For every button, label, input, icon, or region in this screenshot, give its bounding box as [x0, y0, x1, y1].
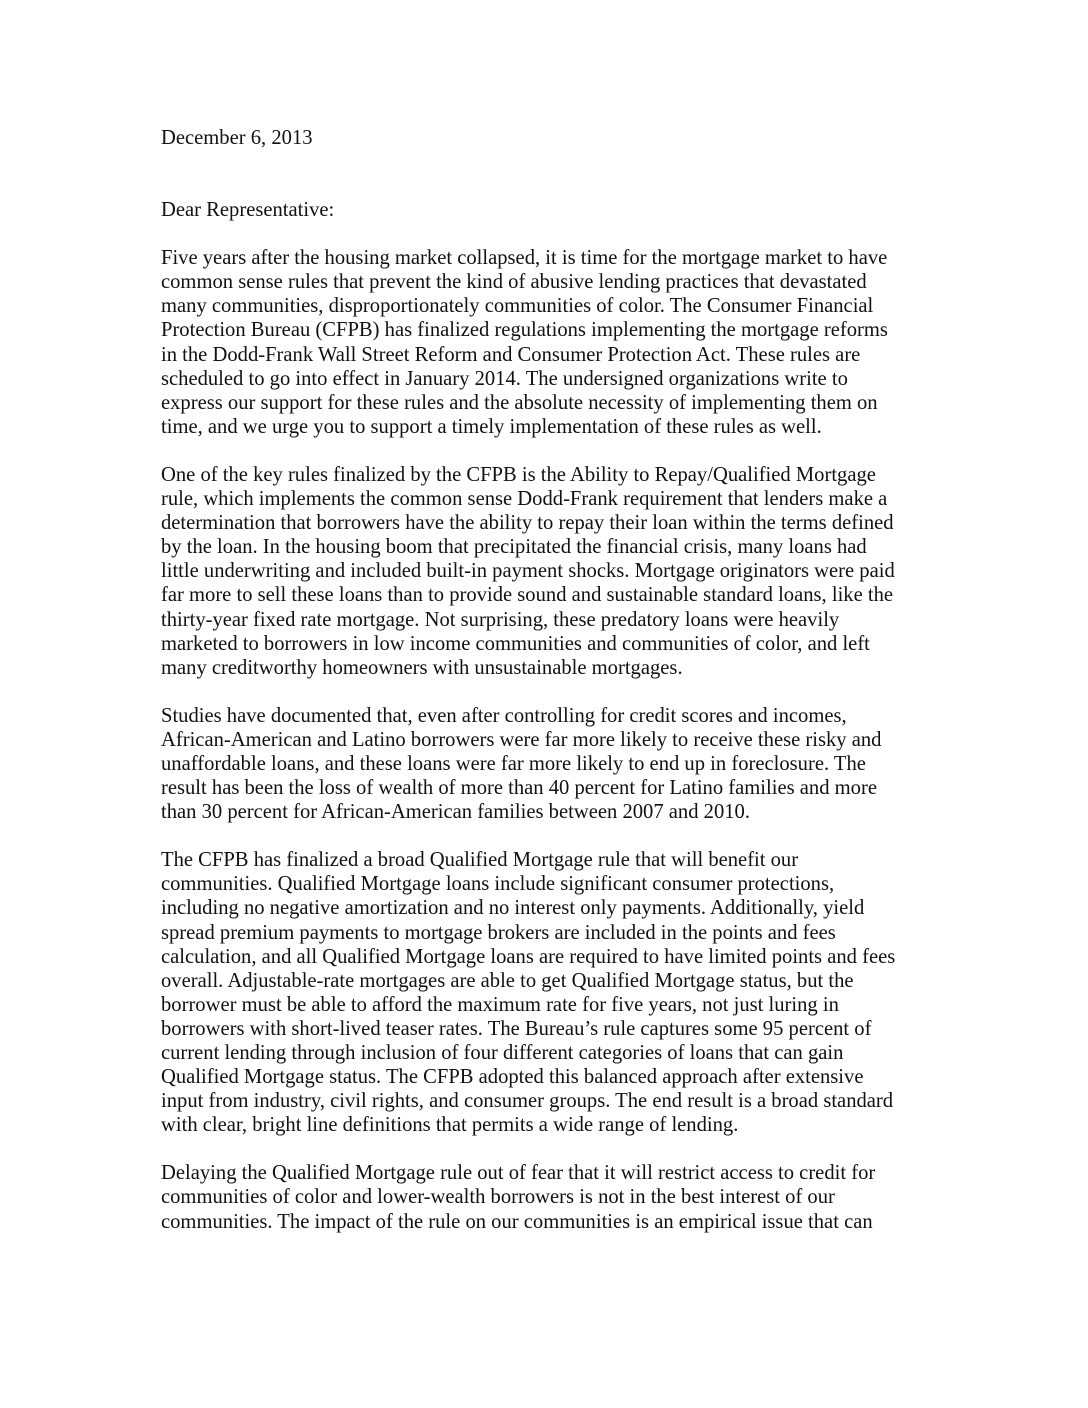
- text-line: One of the key rules finalized by the CFPB is the Ability to Repay/Qualified Mortgage: [161, 463, 876, 486]
- paragraph-3: [161, 704, 931, 824]
- paragraph-2: [161, 463, 931, 680]
- text-line: African-American and Latino borrowers were far more likely to receive these risky and: [161, 728, 882, 751]
- paragraph-5: [161, 1161, 931, 1233]
- text-line: result has been the loss of wealth of more than 40 percent for Latino families and more: [161, 777, 877, 800]
- text-line: Qualified Mortgage status. The CFPB adopted this balanced approach after extensive: [161, 1066, 864, 1089]
- paragraph-1: [161, 246, 931, 439]
- text-line: communities of color and lower-wealth borrowers is not in the best interest of our: [161, 1186, 835, 1209]
- text-line: by the loan. In the housing boom that precipitated the financial crisis, many loans had: [161, 536, 867, 559]
- text-line: determination that borrowers have the ability to repay their loan within the terms defined: [161, 512, 894, 535]
- text-line: marketed to borrowers in low income communities and communities of color, and left: [161, 632, 870, 655]
- text-line: far more to sell these loans than to provide sound and sustainable standard loans, like the: [161, 584, 894, 607]
- text-line: with clear, bright line definitions that permits a wide range of lending.: [161, 1114, 739, 1137]
- text-line: overall. Adjustable-rate mortgages are able to get Qualified Mortgage status, but the: [161, 969, 854, 992]
- text-line: including no negative amortization and no interest only payments. Additionally, yield: [161, 897, 865, 920]
- text-line: spread premium payments to mortgage brokers are included in the points and fees: [161, 921, 836, 944]
- text-line: Five years after the housing market collapsed, it is time for the mortgage market to have: [161, 247, 888, 270]
- text-line: borrower must be able to afford the maximum rate for five years, not just luring in: [161, 993, 839, 1016]
- text-line: scheduled to go into effect in January 2014. The undersigned organizations write to: [161, 367, 848, 390]
- text-line: current lending through inclusion of four different categories of loans that can gain: [161, 1042, 844, 1064]
- text-line: many communities, disproportionately communities of color. The Consumer Financial: [161, 295, 874, 318]
- text-line: The CFPB has finalized a broad Qualified Mortgage rule that will benefit our: [161, 849, 799, 872]
- text-line: express our support for these rules and the absolute necessity of implementing them on: [161, 391, 878, 414]
- text-line: many creditworthy homeowners with unsustainable mortgages.: [161, 656, 683, 679]
- text-line: time, and we urge you to support a timely implementation of these rules as well.: [161, 415, 822, 438]
- text-line: thirty-year fixed rate mortgage. Not surprising, these predatory loans were heavily: [161, 608, 840, 631]
- text-line: calculation, and all Qualified Mortgage loans are required to have limited points and fees: [161, 945, 896, 968]
- text-line: little underwriting and included built-in payment shocks. Mortgage originators were paid: [161, 560, 895, 583]
- text-line: common sense rules that prevent the kind of abusive lending practices that devastated: [161, 271, 867, 294]
- text-line: unaffordable loans, and these loans were far more likely to end up in foreclosure. The: [161, 752, 866, 775]
- letter-body: [161, 126, 931, 1234]
- text-line: in the Dodd-Frank Wall Street Reform and Consumer Protection Act. These rules are: [161, 343, 861, 366]
- text-line: communities. The impact of the rule on our communities is an empirical issue that can: [161, 1210, 873, 1233]
- text-line: rule, which implements the common sense Dodd-Frank requirement that lenders make a: [161, 488, 888, 511]
- text-line: than 30 percent for African-American families between 2007 and 2010.: [161, 801, 750, 824]
- letter-salutation: Dear Representative:: [161, 199, 335, 222]
- text-line: borrowers with short-lived teaser rates. The Bureau’s rule captures some 95 percent of: [161, 1017, 872, 1040]
- text-line: input from industry, civil rights, and consumer groups. The end result is a broad standard: [161, 1090, 894, 1113]
- text-line: Studies have documented that, even after controlling for credit scores and incomes,: [161, 704, 847, 727]
- text-line: communities. Qualified Mortgage loans include significant consumer protections,: [161, 873, 835, 896]
- text-line: Protection Bureau (CFPB) has finalized regulations implementing the mortgage reforms: [161, 319, 888, 342]
- paragraph-4: [161, 848, 931, 1137]
- text-line: Delaying the Qualified Mortgage rule out of fear that it will restrict access to credit for: [161, 1162, 876, 1185]
- letter-date: December 6, 2013: [161, 127, 313, 149]
